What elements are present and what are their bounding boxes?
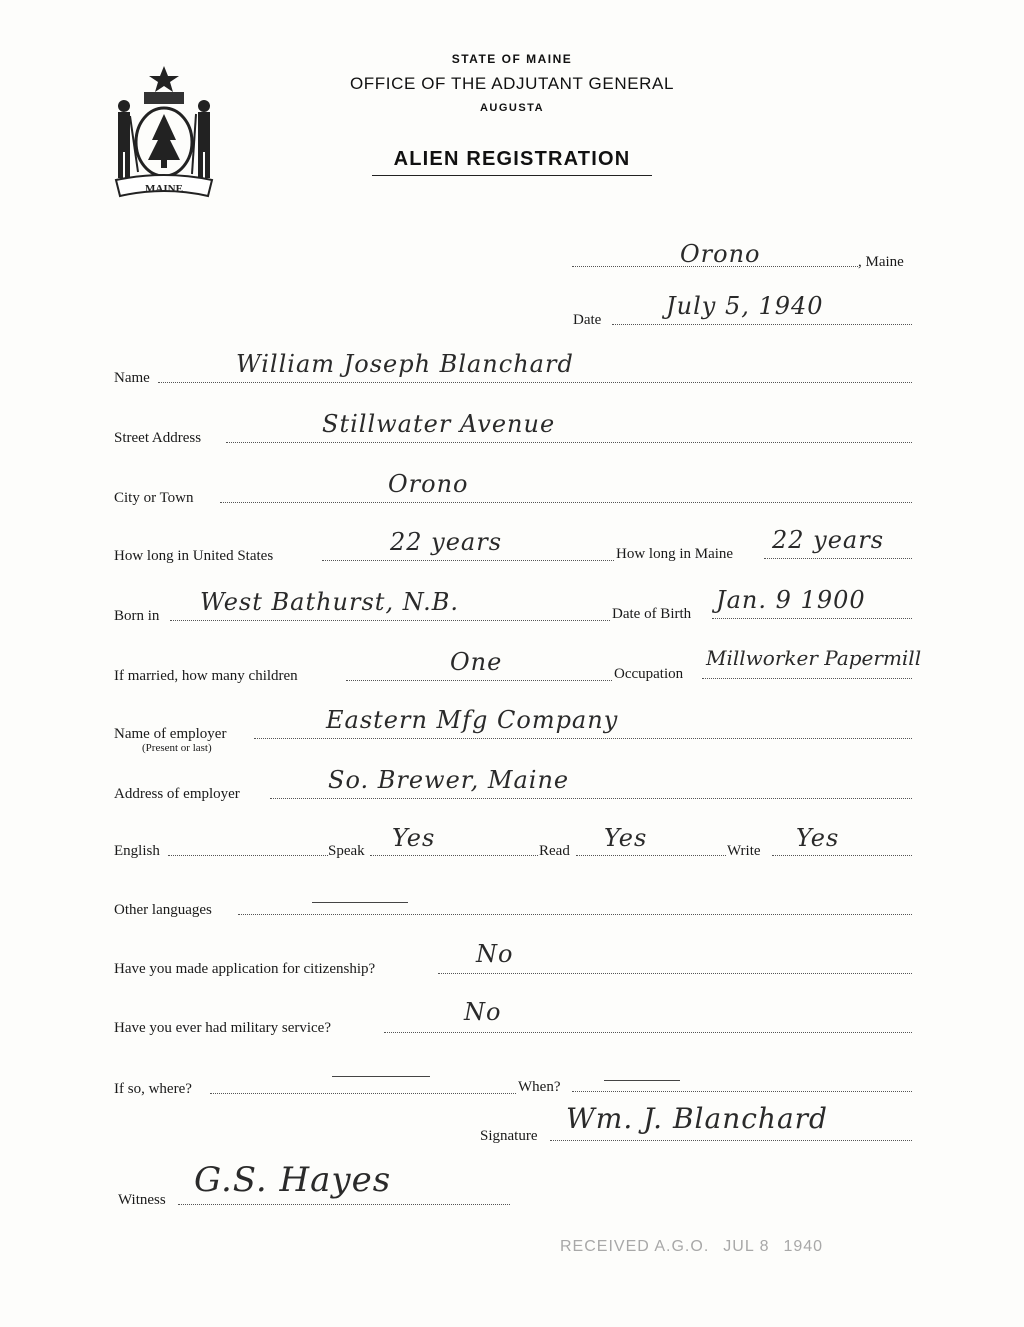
date-label: Date — [573, 312, 602, 328]
speak-value[interactable]: Yes — [392, 824, 436, 852]
signature-value[interactable]: Wm. J. Blanchard — [566, 1102, 828, 1135]
citizenship-label: Have you made application for citizenship? — [114, 961, 376, 977]
children-value[interactable]: One — [450, 648, 503, 676]
write-label: Write — [727, 843, 761, 859]
read-line — [576, 855, 726, 856]
stamp-year: 1940 — [783, 1238, 824, 1255]
city-heading: AUGUSTA — [479, 102, 545, 114]
military-line — [384, 1032, 912, 1033]
occupation-line — [702, 678, 912, 679]
date-value[interactable]: July 5, 1940 — [666, 292, 824, 320]
years-maine-value[interactable]: 22 years — [772, 526, 885, 554]
location-suffix: , Maine — [858, 254, 904, 270]
english-label: English — [114, 843, 160, 859]
citizenship-value[interactable]: No — [476, 940, 514, 968]
employer-value[interactable]: Eastern Mfg Company — [326, 706, 619, 734]
signature-line — [550, 1140, 912, 1141]
dob-value[interactable]: Jan. 9 1900 — [716, 586, 866, 614]
children-line — [346, 680, 612, 681]
stamp-month: JUL 8 — [723, 1238, 770, 1255]
write-value[interactable]: Yes — [796, 824, 840, 852]
where-line — [210, 1093, 516, 1094]
other-languages-line — [238, 914, 912, 915]
received-stamp — [560, 1238, 823, 1256]
employer-address-label: Address of employer — [114, 786, 240, 802]
other-languages-dash — [312, 902, 408, 903]
title-underline — [372, 175, 652, 176]
occupation-label: Occupation — [614, 666, 684, 682]
witness-label: Witness — [118, 1192, 166, 1208]
where-dash — [332, 1076, 430, 1077]
other-languages-label: Other languages — [114, 902, 212, 918]
write-line — [772, 855, 912, 856]
years-maine-label: How long in Maine — [616, 546, 734, 562]
when-line — [572, 1091, 912, 1092]
name-line — [158, 382, 912, 383]
children-label: If married, how many children — [114, 668, 298, 684]
city-line — [220, 502, 912, 503]
location-value[interactable]: Orono — [680, 240, 761, 268]
years-us-label: How long in United States — [114, 548, 274, 564]
when-label: When? — [518, 1079, 561, 1095]
read-label: Read — [539, 843, 570, 859]
street-line — [226, 442, 912, 443]
date-line — [612, 324, 912, 325]
years-us-line — [322, 560, 614, 561]
employer-sublabel: (Present or last) — [142, 742, 212, 754]
dob-label: Date of Birth — [612, 606, 692, 622]
name-value[interactable]: William Joseph Blanchard — [236, 350, 574, 378]
where-label: If so, where? — [114, 1081, 192, 1097]
occupation-value[interactable]: Millworker Papermill — [706, 646, 922, 670]
witness-line — [178, 1204, 510, 1205]
street-value[interactable]: Stillwater Avenue — [322, 410, 556, 438]
citizenship-line — [438, 973, 912, 974]
employer-address-line — [270, 798, 912, 799]
military-label: Have you ever had military service? — [114, 1020, 331, 1036]
born-line — [170, 620, 610, 621]
years-maine-line — [764, 558, 912, 559]
signature-label: Signature — [480, 1128, 538, 1144]
office-heading: OFFICE OF THE ADJUTANT GENERAL — [349, 74, 675, 93]
years-us-value[interactable]: 22 years — [390, 528, 503, 556]
employer-line — [254, 738, 912, 739]
witness-value[interactable]: G.S. Hayes — [194, 1160, 392, 1200]
english-line — [168, 855, 328, 856]
seal-motto: MAINE — [145, 183, 183, 195]
name-label: Name — [114, 370, 150, 386]
employer-address-value[interactable]: So. Brewer, Maine — [328, 766, 570, 794]
city-label: City or Town — [114, 490, 194, 506]
state-heading: STATE OF MAINE — [451, 52, 573, 66]
employer-label: Name of employer — [114, 726, 227, 742]
born-value[interactable]: West Bathurst, N.B. — [200, 588, 460, 616]
form-title: ALIEN REGISTRATION — [393, 148, 631, 170]
dob-line — [712, 618, 912, 619]
street-label: Street Address — [114, 430, 202, 446]
military-value[interactable]: No — [464, 998, 502, 1026]
speak-label: Speak — [328, 843, 365, 859]
stamp-text: RECEIVED A.G.O. — [560, 1238, 710, 1255]
read-value[interactable]: Yes — [604, 824, 648, 852]
speak-line — [370, 855, 538, 856]
born-label: Born in — [114, 608, 160, 624]
city-value[interactable]: Orono — [388, 470, 469, 498]
when-dash — [604, 1080, 680, 1081]
